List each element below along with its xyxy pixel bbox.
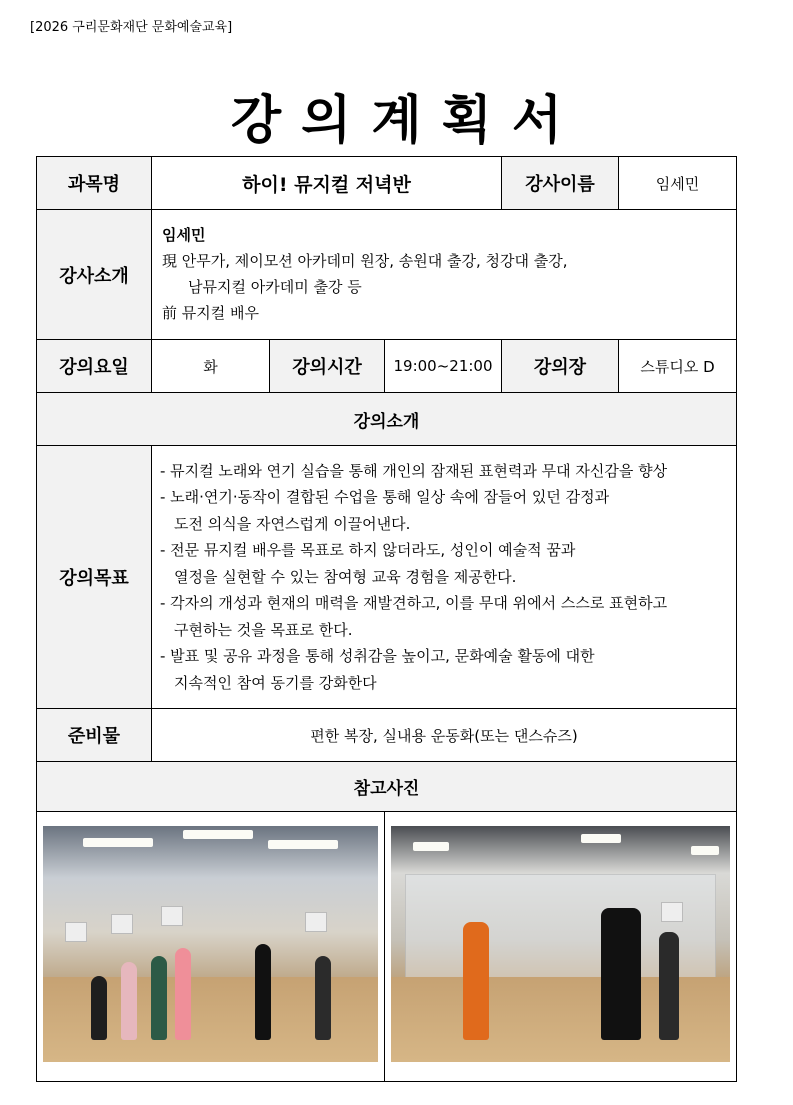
goal-line: - 발표 및 공유 과정을 통해 성취감을 높이고, 문화예술 활동에 대한 [160,647,595,666]
lecture-intro-header-row [37,393,737,446]
goal-line: 도전 의식을 자연스럽게 이끌어낸다. [174,514,411,533]
studio-floor [391,977,730,1062]
ceiling-light [83,838,153,847]
venue-label: 강의장 [502,340,619,393]
ceiling-light [183,830,253,839]
goals-content [152,446,737,709]
ceiling-light [268,840,338,849]
instructor-name-label: 강사이름 [502,157,619,210]
face-blur [661,902,683,922]
face-blur [65,922,87,942]
photos-row [37,812,737,1082]
lecture-plan-table [36,156,737,1082]
reference-photo-left [43,826,378,1062]
header-note: [2026 구리문화재단 문화예술교육] [30,20,233,35]
ceiling-light [691,846,719,855]
goal-line: 구현하는 것을 목표로 한다. [174,620,353,639]
photos-header-row [37,762,737,812]
dancer-figure [91,976,107,1040]
dancer-figure [255,944,271,1040]
venue-value: 스튜디오 D [619,340,737,393]
dancer-figure [601,908,641,1040]
dancer-figure [315,956,331,1040]
course-row [37,157,737,210]
goal-line: - 각자의 개성과 현재의 매력을 재발견하고, 이를 무대 위에서 스스로 표현하고 [160,594,668,613]
goals-label: 강의목표 [37,446,152,709]
day-label: 강의요일 [37,340,152,393]
time-label: 강의시간 [270,340,385,393]
instructor-intro-line: 前 뮤지컬 배우 [162,304,259,322]
goal-line: - 뮤지컬 노래와 연기 실습을 통해 개인의 잠재된 표현력과 무대 자신감을 향상 [160,461,668,480]
dancer-figure [463,922,489,1040]
day-value: 화 [152,340,270,393]
course-name-label: 과목명 [37,157,152,210]
lecture-intro-header: 강의소개 [37,393,737,446]
course-name-value: 하이! 뮤지컬 저녁반 [152,157,502,210]
goal-line: 열정을 실현할 수 있는 참여형 교육 경험을 제공한다. [174,567,517,586]
instructor-intro-line: 남뮤지컬 아카데미 출강 등 [188,278,362,296]
dancer-figure [121,962,137,1040]
materials-label: 준비물 [37,709,152,762]
instructor-intro-name: 임세민 [162,226,206,244]
face-blur [305,912,327,932]
reference-photo-cell-left [37,812,385,1082]
goal-line: 지속적인 참여 동기를 강화한다 [174,673,377,692]
ceiling-light [581,834,621,843]
dancer-figure [659,932,679,1040]
materials-value: 편한 복장, 실내용 운동화(또는 댄스슈즈) [152,709,737,762]
goals-row [37,446,737,709]
dancer-figure [175,948,191,1040]
instructor-intro-line: 現 안무가, 제이모션 아카데미 원장, 송원대 출강, 청강대 출강, [162,252,568,270]
goal-line: - 노래·연기·동작이 결합된 수업을 통해 일상 속에 잠들어 있던 감정과 [160,488,610,507]
goal-line: - 전문 뮤지컬 배우를 목표로 하지 않더라도, 성인이 예술적 꿈과 [160,541,576,560]
face-blur [111,914,133,934]
materials-row [37,709,737,762]
document-title: 강의계획서 [230,91,583,151]
reference-photo-cell-right [385,812,737,1082]
schedule-row [37,340,737,393]
instructor-intro-label: 강사소개 [37,210,152,340]
reference-photo-right [391,826,730,1062]
instructor-intro-row [37,210,737,340]
face-blur [161,906,183,926]
time-value: 19:00~21:00 [385,340,502,393]
photos-header: 참고사진 [37,762,737,812]
instructor-name-value: 임세민 [619,157,737,210]
instructor-intro-content [152,210,737,340]
dancer-figure [151,956,167,1040]
ceiling-light [413,842,449,851]
